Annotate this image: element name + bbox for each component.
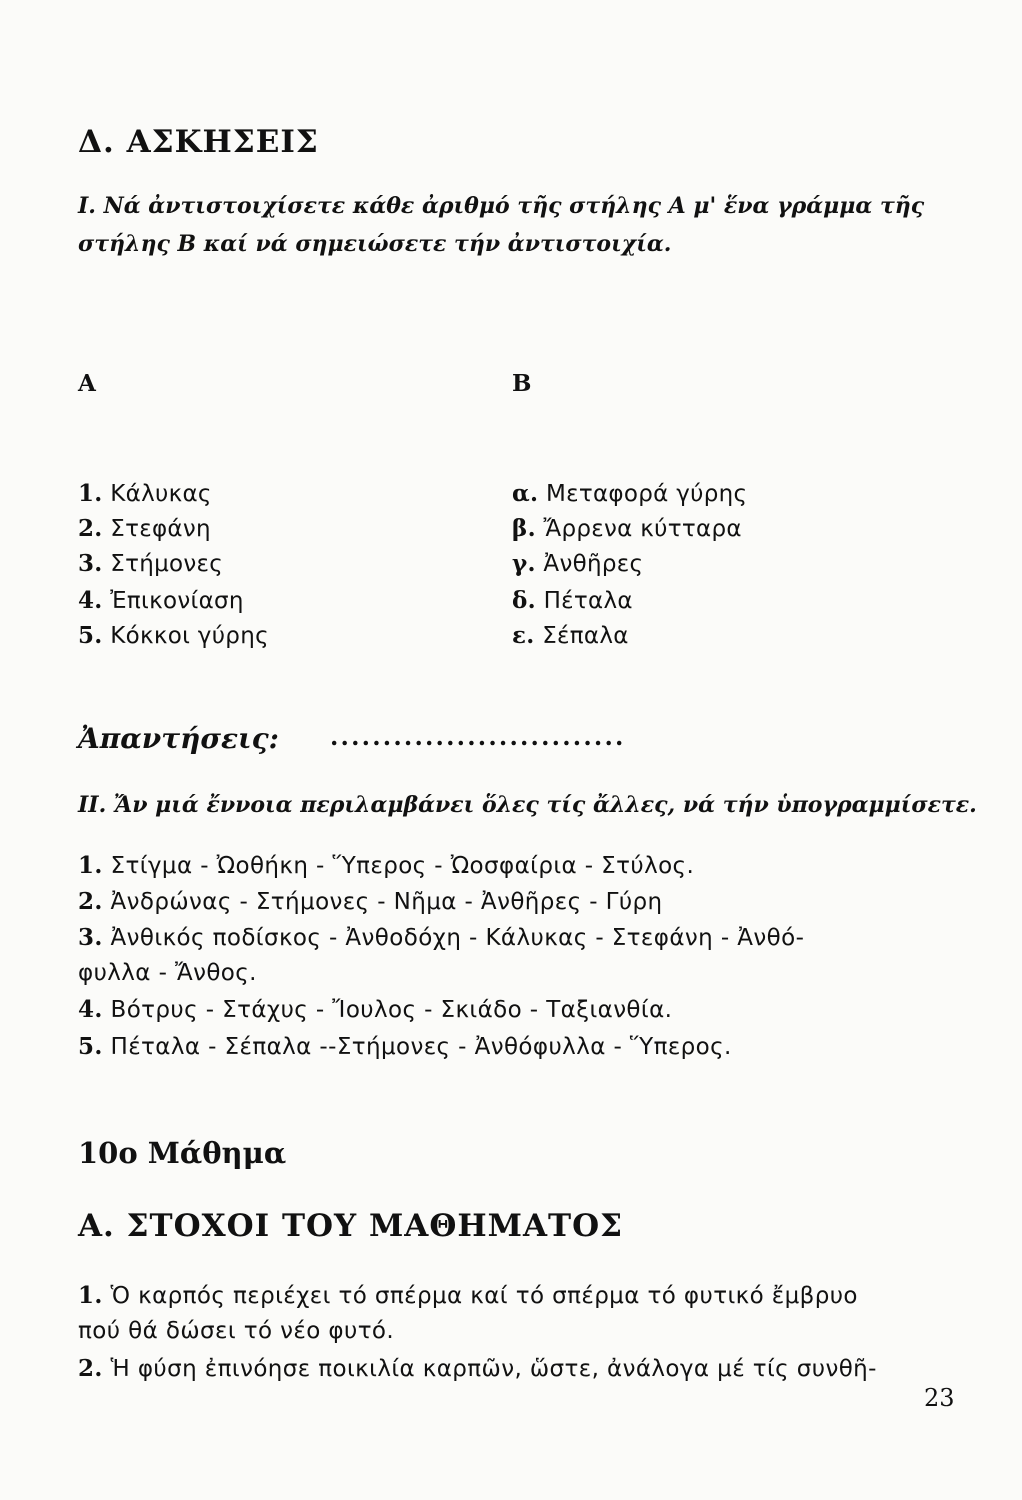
objectives-heading: Α. ΣΤΟΧΟΙ ΤΟΥ ΜΑΘΗΜΑΤΟΣ: [78, 1208, 623, 1244]
objective-line: [78, 1355, 877, 1382]
item-text: Ἐπικονίαση: [110, 588, 244, 614]
item-text: πού θά δώσει τό νέο φυτό.: [78, 1318, 395, 1344]
item-letter: γ.: [512, 550, 536, 577]
column-b-item: [512, 515, 742, 542]
item-letter: α.: [512, 480, 539, 507]
item-text: Κόκκοι γύρης: [110, 623, 269, 649]
exercise-2-item: [78, 1033, 732, 1060]
page-number: 23: [924, 1384, 955, 1412]
item-letter: ε.: [512, 622, 535, 649]
item-text: Πέταλα: [543, 588, 633, 614]
item-letter: δ.: [512, 587, 536, 614]
item-number: 2.: [78, 1355, 103, 1382]
exercise-2-item: [78, 888, 663, 915]
item-text: Ἀνθῆρες: [543, 551, 644, 577]
column-b-item: [512, 480, 747, 507]
item-number: 4.: [78, 996, 103, 1023]
item-text: Ὁ καρπός περιέχει τό σπέρμα καί τό σπέρμα τό φυτικό ἔμβρυο: [110, 1283, 858, 1309]
item-letter: β.: [512, 515, 536, 542]
item-number: 1.: [78, 480, 103, 507]
item-number: 5.: [78, 622, 103, 649]
item-text: Πέταλα - Σέπαλα --Στήμονες - Ἀνθόφυλλα - Ὕπερος.: [110, 1034, 732, 1060]
column-b-item: [512, 622, 629, 649]
column-b-item: [512, 550, 643, 577]
lesson-title: 10ο Μάθημα: [78, 1136, 287, 1170]
column-b-header: Β: [512, 370, 532, 397]
exercise-2-item: [78, 852, 694, 879]
item-number: 3.: [78, 924, 103, 951]
item-text: φυλλα - Ἄνθος.: [78, 960, 257, 986]
objective-line-continuation: [78, 1318, 394, 1344]
exercise-2-item: [78, 996, 672, 1023]
item-text: Μεταφορά γύρης: [545, 481, 748, 507]
item-number: 1.: [78, 852, 103, 879]
column-a-item: [78, 515, 211, 542]
exercises-heading: Δ. ΑΣΚΗΣΕΙΣ: [78, 124, 319, 160]
column-a-item: [78, 480, 212, 507]
exercise-2-item: [78, 924, 948, 951]
answers-blank-line: ............................: [330, 722, 626, 751]
answers-label: Ἀπαντήσεις:: [78, 722, 279, 755]
item-text: Στεφάνη: [110, 516, 211, 542]
exercise-1-instruction-line-1: I. Νά ἀντιστοιχίσετε κάθε ἀριθμό τῆς στήλης Α μ' ἕνα γράμμα τῆς: [78, 193, 925, 219]
objective-line: [78, 1282, 858, 1309]
item-number: 2.: [78, 888, 103, 915]
column-a-header: Α: [78, 370, 96, 397]
item-text: Στήμονες: [110, 551, 224, 577]
item-number: 1.: [78, 1282, 103, 1309]
exercise-2-instruction: II. Ἄν μιά ἔννοια περιλαμβάνει ὅλες τίς ἄλλες, νά τήν ὑπογραμμίσετε.: [78, 792, 977, 818]
item-number: 4.: [78, 587, 103, 614]
column-a-item: [78, 622, 269, 649]
item-number: 5.: [78, 1033, 103, 1060]
exercise-1-instruction-line-2: στήλης Β καί νά σημειώσετε τήν ἀντιστοιχία.: [78, 231, 672, 257]
item-text: Σέπαλα: [542, 623, 629, 649]
item-text: Βότρυς - Στάχυς - Ἴουλος - Σκιάδο - Ταξιανθία.: [110, 997, 673, 1023]
item-text: Ἀνθικός ποδίσκος - Ἀνθοδόχη - Κάλυκας - Στεφάνη - Ἀνθό-: [110, 925, 805, 951]
column-a-item: [78, 587, 244, 614]
item-number: 3.: [78, 550, 103, 577]
item-text: Κάλυκας: [110, 481, 212, 507]
item-text: Ἡ φύση ἐπινόησε ποικιλία καρπῶν, ὥστε, ἀνάλογα μέ τίς συνθῆ-: [110, 1356, 877, 1382]
item-text: Ἀνδρώνας - Στήμονες - Νῆμα - Ἀνθῆρες - Γύρη: [110, 889, 663, 915]
exercise-2-item-continuation: [78, 960, 257, 986]
column-b-item: [512, 587, 633, 614]
item-text: Ἄρρενα κύτταρα: [543, 516, 742, 542]
item-text: Στίγμα - Ὠοθήκη - Ὕπερος - Ὠοσφαίρια - Στύλος.: [110, 853, 695, 879]
item-number: 2.: [78, 515, 103, 542]
column-a-item: [78, 550, 223, 577]
